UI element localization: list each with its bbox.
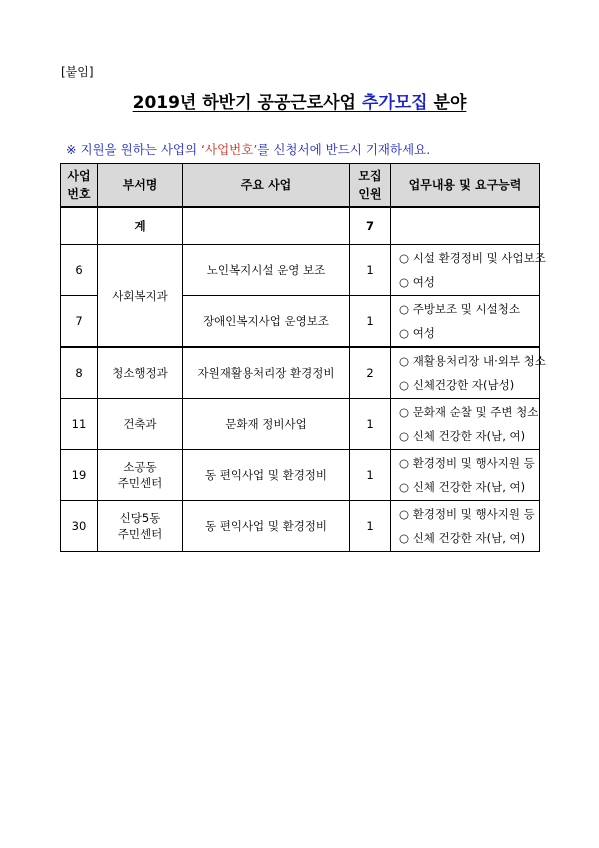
row-count: 1 [350, 450, 391, 501]
row-no: 8 [61, 347, 98, 399]
title-suffix: 분야 [427, 93, 467, 113]
table-row [61, 347, 540, 399]
row-duty: ○ 시설 환경정비 및 사업보조 ○ 여성 [391, 245, 540, 296]
title-prefix: 2019년 하반기 공공근로사업 [132, 93, 362, 113]
total-count: 7 [350, 207, 391, 245]
header-dept: 부서명 [98, 164, 183, 208]
table-header-row [61, 164, 540, 208]
row-no: 19 [61, 450, 98, 501]
row-project: 노인복지시설 운영 보조 [183, 245, 350, 296]
note-highlight: ‘사업번호’ [201, 142, 258, 157]
header-project: 주요 사업 [183, 164, 350, 208]
row-dept: 건축과 [98, 399, 183, 450]
header-no: 사업 번호 [61, 164, 98, 208]
row-project: 동 편익사업 및 환경정비 [183, 450, 350, 501]
title-highlight: 추가모집 [361, 93, 428, 113]
row-dept: 사회복지과 [98, 245, 183, 348]
row-count: 1 [350, 399, 391, 450]
row-duty: ○ 환경정비 및 행사지원 등 ○ 신체 건강한 자(남, 여) [391, 450, 540, 501]
row-count: 1 [350, 296, 391, 348]
table-row [61, 450, 540, 501]
row-count: 1 [350, 245, 391, 296]
row-project: 자원재활용처리장 환경정비 [183, 347, 350, 399]
note-suffix: 를 신청서에 반드시 기재하세요. [257, 142, 431, 157]
row-dept: 신당5동 주민센터 [98, 501, 183, 552]
row-project: 동 편익사업 및 환경정비 [183, 501, 350, 552]
page-title [0, 88, 599, 113]
notice-text [66, 140, 430, 158]
table-row [61, 245, 540, 296]
row-dept: 청소행정과 [98, 347, 183, 399]
row-no: 6 [61, 245, 98, 296]
row-duty: ○ 환경정비 및 행사지원 등 ○ 신체 건강한 자(남, 여) [391, 501, 540, 552]
note-prefix: ※ 지원을 원하는 사업의 [66, 142, 202, 157]
row-no: 7 [61, 296, 98, 348]
table-row [61, 399, 540, 450]
row-no: 30 [61, 501, 98, 552]
total-row [61, 207, 540, 245]
total-label: 계 [98, 207, 183, 245]
row-duty: ○ 재활용처리장 내·외부 청소 ○ 신체건강한 자(남성) [391, 347, 540, 399]
header-duty: 업무내용 및 요구능력 [391, 164, 540, 208]
row-count: 1 [350, 501, 391, 552]
row-no: 11 [61, 399, 98, 450]
table-row [61, 501, 540, 552]
row-project: 장애인복지사업 운영보조 [183, 296, 350, 348]
header-count: 모집 인원 [350, 164, 391, 208]
attachment-tag: [붙임] [61, 65, 94, 79]
recruitment-table [60, 163, 546, 552]
row-count: 2 [350, 347, 391, 399]
row-duty: ○ 문화재 순찰 및 주변 청소 ○ 신체 건강한 자(남, 여) [391, 399, 540, 450]
row-project: 문화재 정비사업 [183, 399, 350, 450]
row-dept: 소공동 주민센터 [98, 450, 183, 501]
row-duty: ○ 주방보조 및 시설청소 ○ 여성 [391, 296, 540, 348]
